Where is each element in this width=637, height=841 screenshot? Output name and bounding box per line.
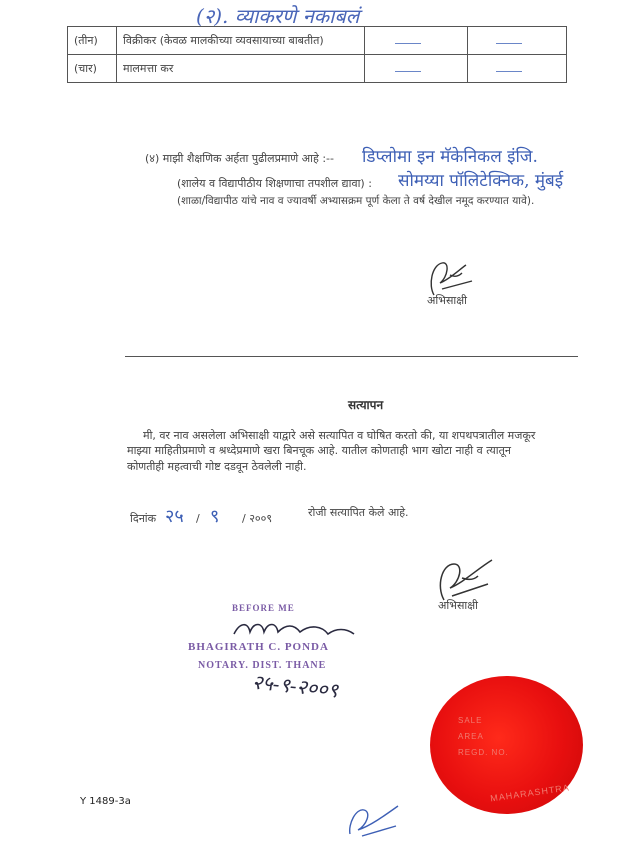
education-line-2: (शालेय व विद्यापीठीय शिक्षणाचा तपशील द्यावा) : — [177, 177, 372, 190]
row-cell-empty — [468, 27, 567, 55]
verification-line-1: मी, वर नाव असलेला अभिसाक्षी याद्वारे असे सत्यापित व घोषित करतो की, या शपथपत्रातील मजकूर — [143, 429, 536, 442]
seal-rim-text: MAHARASHTRA — [489, 782, 571, 804]
deponent-label-1: अभिसाक्षी — [427, 294, 468, 307]
notary-designation: NOTARY. DIST. THANE — [198, 660, 327, 671]
notary-before-me: BEFORE ME — [232, 603, 295, 613]
row-number: (चार) — [68, 55, 117, 83]
date-year: / २००९ — [242, 512, 273, 525]
row-cell-empty — [468, 55, 567, 83]
row-cell-empty — [365, 27, 468, 55]
bottom-initials-signature — [344, 800, 404, 840]
date-day: २५ — [165, 506, 184, 527]
seal-line-2: AREA — [458, 732, 484, 741]
verification-line-3: कोणतीही महत्वाची गोष्ट दडवून ठेवलेली नाही. — [127, 460, 307, 473]
date-month: ९ — [210, 506, 220, 527]
notary-handwritten-date: २५-९-२००९ — [250, 669, 340, 703]
table-row — [68, 55, 567, 83]
date-separator: / — [196, 512, 200, 525]
section-divider — [125, 356, 578, 357]
row-label: विक्रीकर (केवळ मालकीच्या व्यवसायाच्या बाबतीत) — [117, 27, 365, 55]
date-suffix: रोजी सत्यापित केले आहे. — [308, 506, 409, 519]
red-wax-seal — [430, 676, 583, 814]
tax-table — [67, 26, 567, 83]
education-answer-2: सोमय्या पॉलिटेक्निक, मुंबई — [398, 171, 564, 191]
education-line-3: (शाळा/विद्यापीठ यांचे नाव व ज्यावर्षी अभ्यासक्रम पूर्ण केला ते वर्ष देखील नमूद करण्यात यावे). — [177, 195, 535, 207]
row-cell-empty — [365, 55, 468, 83]
verification-line-2: माझ्या माहितीप्रमाणे व श्रध्देप्रमाणे खरा बिनचूक आहे. यातील कोणताही भाग खोटा नाही व त्यातून — [127, 444, 511, 457]
date-prefix: दिनांक — [130, 512, 157, 525]
education-answer-1: डिप्लोमा इन मॅकेनिकल इंजि. — [362, 147, 538, 167]
form-code: Y 1489-3a — [80, 796, 131, 807]
deponent-label-2: अभिसाक्षी — [438, 599, 479, 612]
row-number: (तीन) — [68, 27, 117, 55]
notary-name: BHAGIRATH C. PONDA — [188, 641, 329, 653]
row-label: मालमत्ता कर — [117, 55, 365, 83]
table-row — [68, 27, 567, 55]
seal-line-3: REGD. NO. — [458, 748, 509, 757]
education-line-1: (४) माझी शैक्षणिक अर्हता पुढीलप्रमाणे आहे :-- — [145, 152, 334, 165]
seal-line-1: SALE — [458, 716, 483, 725]
top-handwriting: (२). व्याकरणे नकाबलं — [196, 4, 360, 28]
verification-title: सत्यापन — [348, 398, 384, 412]
